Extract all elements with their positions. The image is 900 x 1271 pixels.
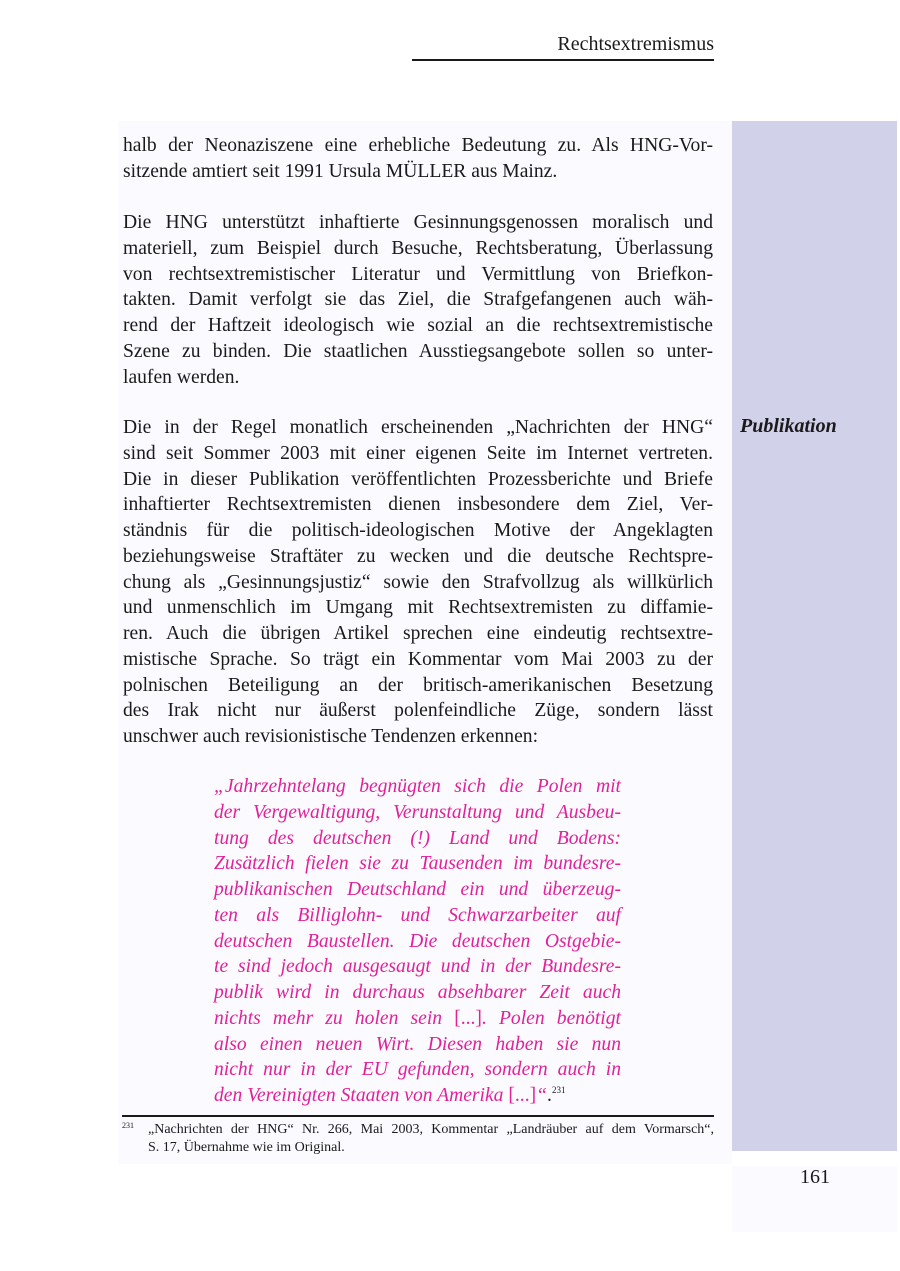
quote-text: den Vereinigten Staaten von Amerika: [214, 1085, 509, 1106]
quote-line: ten als Billiglohn- und Schwarzarbeiter auf: [214, 904, 621, 926]
text-line: Szene zu binden. Die staatlichen Ausstiegsangebote sollen so unter-: [123, 340, 713, 362]
footnote-number: 231: [122, 1121, 134, 1130]
quote-line: tung des deutschen (!) Land und Bodens:: [214, 827, 621, 849]
margin-column-background: [732, 121, 897, 1151]
text-line: inhaftierter Rechtsextremisten dienen insbesondere dem Ziel, Ver-: [123, 494, 713, 516]
text-line: Die in dieser Publikation veröffentlichten Prozessberichte und Briefe: [123, 468, 713, 490]
text-line: sitzende amtiert seit 1991 Ursula MÜLLER aus Mainz.: [123, 160, 558, 182]
footnote-line: „Nachrichten der HNG“ Nr. 266, Mai 2003, Kommentar „Landräuber auf dem Vormarsch“,: [148, 1122, 714, 1137]
quote-line: der Vergewaltigung, Verunstaltung und Ausbeu-: [214, 801, 621, 823]
quote-line: Zusätzlich fielen sie zu Tausenden im bundesre-: [214, 853, 621, 875]
quote-line: publikanischen Deutschland ein und überzeug-: [214, 879, 621, 900]
footnote-text: [148, 1121, 714, 1157]
quote-line: te sind jedoch ausgesaugt und in der Bundesre-: [214, 956, 621, 978]
page-number: 161: [800, 1166, 830, 1188]
text-line: von rechtsextremistischer Literatur und Vermittlung von Briefkon-: [123, 263, 713, 285]
quote-ellipsis: [...]: [508, 1085, 537, 1106]
text-line: laufen werden.: [123, 366, 240, 388]
text-line: halb der Neonaziszene eine erhebliche Bedeutung zu. Als HNG-Vor-: [123, 135, 713, 156]
quote-text: nichts mehr zu holen sein: [214, 1007, 455, 1029]
running-header: Rechtsextremismus: [412, 31, 714, 61]
margin-label-publikation: Publikation: [740, 415, 837, 437]
text-line: chung als „Gesinnungsjustiz“ sowie den Strafvollzug als willkürlich: [123, 571, 713, 593]
paragraph-1: [123, 133, 713, 185]
quote-ellipsis: [...]: [454, 1007, 482, 1029]
text-line: Die in der Regel monatlich erscheinenden „Nachrichten der HNG“: [123, 417, 713, 438]
quote-line: also einen neuen Wirt. Diesen haben sie nun: [214, 1033, 621, 1055]
quote-line: „Jahrzehntelang begnügten sich die Polen mit: [214, 776, 621, 797]
quote-line: deutschen Baustellen. Die deutschen Ostgebie-: [214, 930, 621, 952]
text-line: unschwer auch revisionistische Tendenzen erkennen:: [123, 726, 539, 747]
text-line: des Irak nicht nur äußerst polenfeindliche Züge, sondern lässt: [123, 700, 713, 722]
text-line: und unmenschlich im Umgang mit Rechtsextremisten zu diffamie-: [123, 597, 713, 619]
text-line: materiell, zum Beispiel durch Besuche, Rechtsberatung, Überlassung: [123, 237, 713, 259]
text-line: ständnis für die politisch-ideologischen Motive der Angeklagten: [123, 520, 713, 541]
quote-line: [214, 1006, 621, 1032]
block-quote: [214, 774, 621, 1109]
footnote-reference[interactable]: 231: [551, 1085, 566, 1095]
footnote-line: S. 17, Übernahme wie im Original.: [148, 1140, 345, 1155]
paragraph-2: [123, 210, 713, 390]
text-line: mistische Sprache. So trägt ein Kommentar vom Mai 2003 zu der: [123, 648, 713, 670]
quote-line: nicht nur in der EU gefunden, sondern auch in: [214, 1059, 621, 1081]
quote-closing-mark: “: [536, 1085, 548, 1106]
text-line: polnischen Beteiligung an der britisch-amerikanischen Besetzung: [123, 674, 713, 696]
paragraph-3: [123, 415, 713, 750]
text-line: takten. Damit verfolgt sie das Ziel, die Strafgefangenen auch wäh-: [123, 289, 713, 311]
quote-text: . Polen benötigt: [481, 1007, 621, 1029]
text-line: beziehungsweise Straftäter zu wecken und die deutsche Rechtspre-: [123, 545, 713, 567]
quote-line: [214, 1083, 621, 1109]
text-line: ren. Auch die übrigen Artikel sprechen eine eindeutig rechtsextre-: [123, 623, 713, 644]
text-line: sind seit Sommer 2003 mit einer eigenen Seite im Internet vertreten.: [123, 442, 713, 464]
quote-period: .: [547, 1085, 552, 1106]
footnote-divider: [122, 1115, 714, 1117]
quote-line: publik wird in durchaus absehbarer Zeit auch: [214, 982, 621, 1003]
text-line: rend der Haftzeit ideologisch wie sozial an die rechtsextremistische: [123, 315, 713, 336]
text-line: Die HNG unterstützt inhaftierte Gesinnungsgenossen moralisch und: [123, 212, 713, 233]
footnote: [122, 1121, 714, 1157]
